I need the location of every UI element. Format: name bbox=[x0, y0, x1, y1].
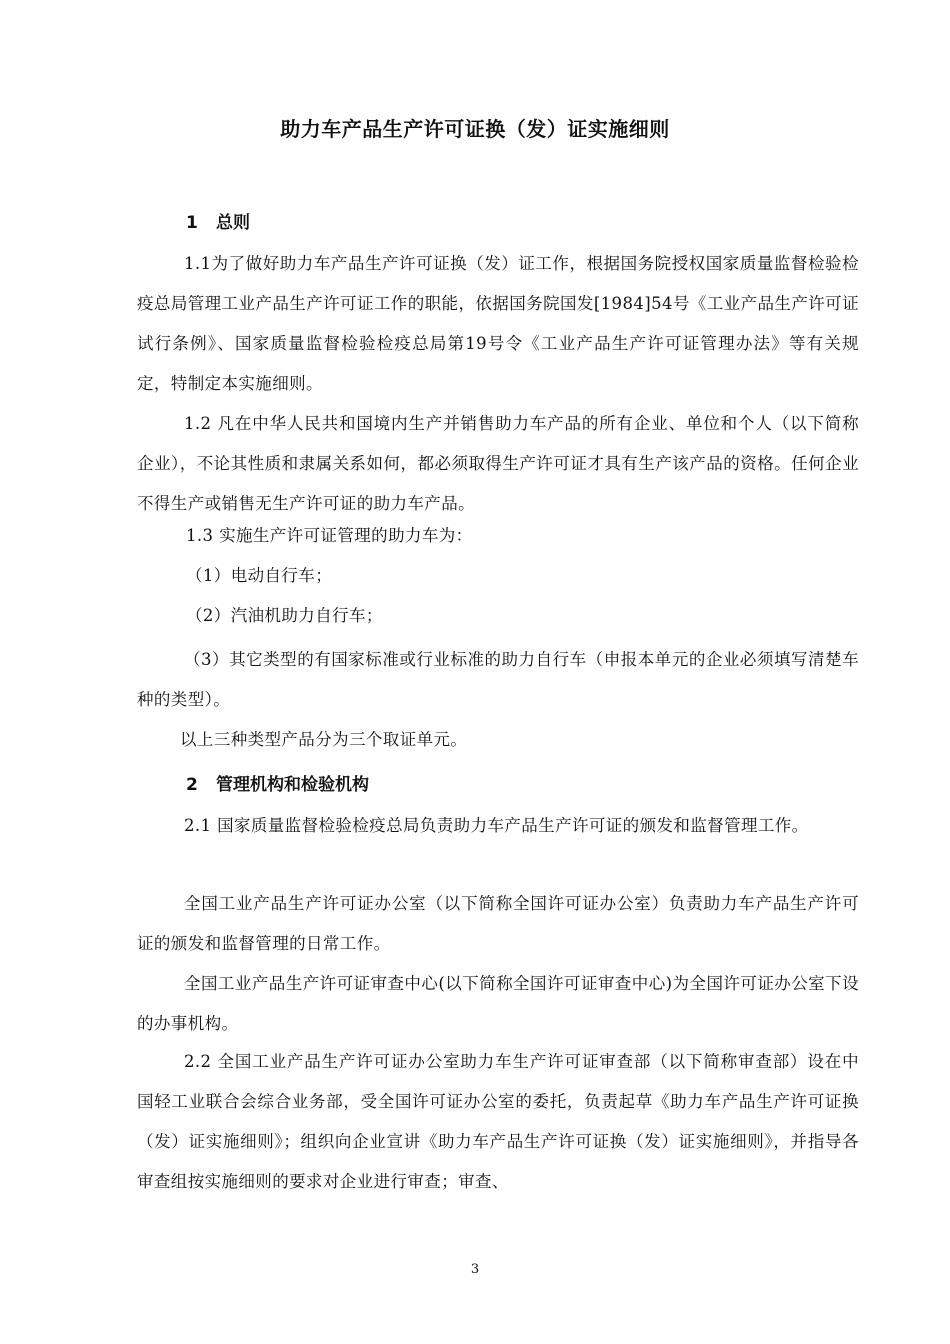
section-number: 1 bbox=[186, 213, 198, 233]
paragraph-1-1: 1.1为了做好助力车产品生产许可证换（发）证工作，根据国务院授权国家质量监督检验检疫总局管理工业产品生产许可证工作的职能，依据国务院国发[1984]54号《工业产品生产许可证试行条例》、国家质量监督检验检疫总局第19号令《工业产品生产许可证管理办法》等有关规定，特制定本实施细则。 bbox=[137, 254, 859, 393]
section-number: 2 bbox=[186, 775, 198, 795]
section-heading-2 bbox=[186, 770, 369, 795]
units-note: 以上三种类型产品分为三个取证单元。 bbox=[180, 730, 468, 749]
list-item-1: （1）电动自行车； bbox=[186, 566, 333, 585]
paragraph-2-1c: 全国工业产品生产许可证审查中心(以下简称全国许可证审查中心)为全国许可证办公室下设的办事机构。 bbox=[137, 974, 859, 1033]
paragraph-2-1b: 全国工业产品生产许可证办公室（以下简称全国许可证办公室）负责助力车产品生产许可证的颁发和监督管理的日常工作。 bbox=[137, 894, 859, 953]
list-item-3: （3）其它类型的有国家标准或行业标准的助力自行车（申报本单元的企业必须填写清楚车种的类型）。 bbox=[137, 650, 859, 709]
page-number: 3 bbox=[470, 1262, 480, 1277]
section-title: 管理机构和检验机构 bbox=[216, 775, 369, 795]
paragraph-2-2: 2.2 全国工业产品生产许可证办公室助力车生产许可证审查部（以下简称审查部）设在中国轻工业联合会综合业务部，受全国许可证办公室的委托，负责起草《助力车产品生产许可证换（发）证实施细则》；组织向企业宣讲《助力车产品生产许可证换（发）证实施细则》，并指导各审查组按实施细则的要求对企业进行审查；审查、 bbox=[137, 1052, 859, 1191]
list-item-2: （2）汽油机助力自行车； bbox=[186, 606, 383, 625]
section-title: 总则 bbox=[216, 213, 250, 233]
document-title: 助力车产品生产许可证换（发）证实施细则 bbox=[280, 117, 670, 141]
paragraph-2-1: 2.1 国家质量监督检验检疫总局负责助力车产品生产许可证的颁发和监督管理工作。 bbox=[184, 816, 809, 835]
paragraph-1-3: 1.3 实施生产许可证管理的助力车为： bbox=[186, 526, 473, 545]
section-heading-1 bbox=[186, 208, 250, 233]
paragraph-1-2: 1.2 凡在中华人民共和国境内生产并销售助力车产品的所有企业、单位和个人（以下简称企业），不论其性质和隶属关系如何，都必须取得生产许可证才具有生产该产品的资格。任何企业不得生产或销售无生产许可证的助力车产品。 bbox=[137, 414, 859, 513]
